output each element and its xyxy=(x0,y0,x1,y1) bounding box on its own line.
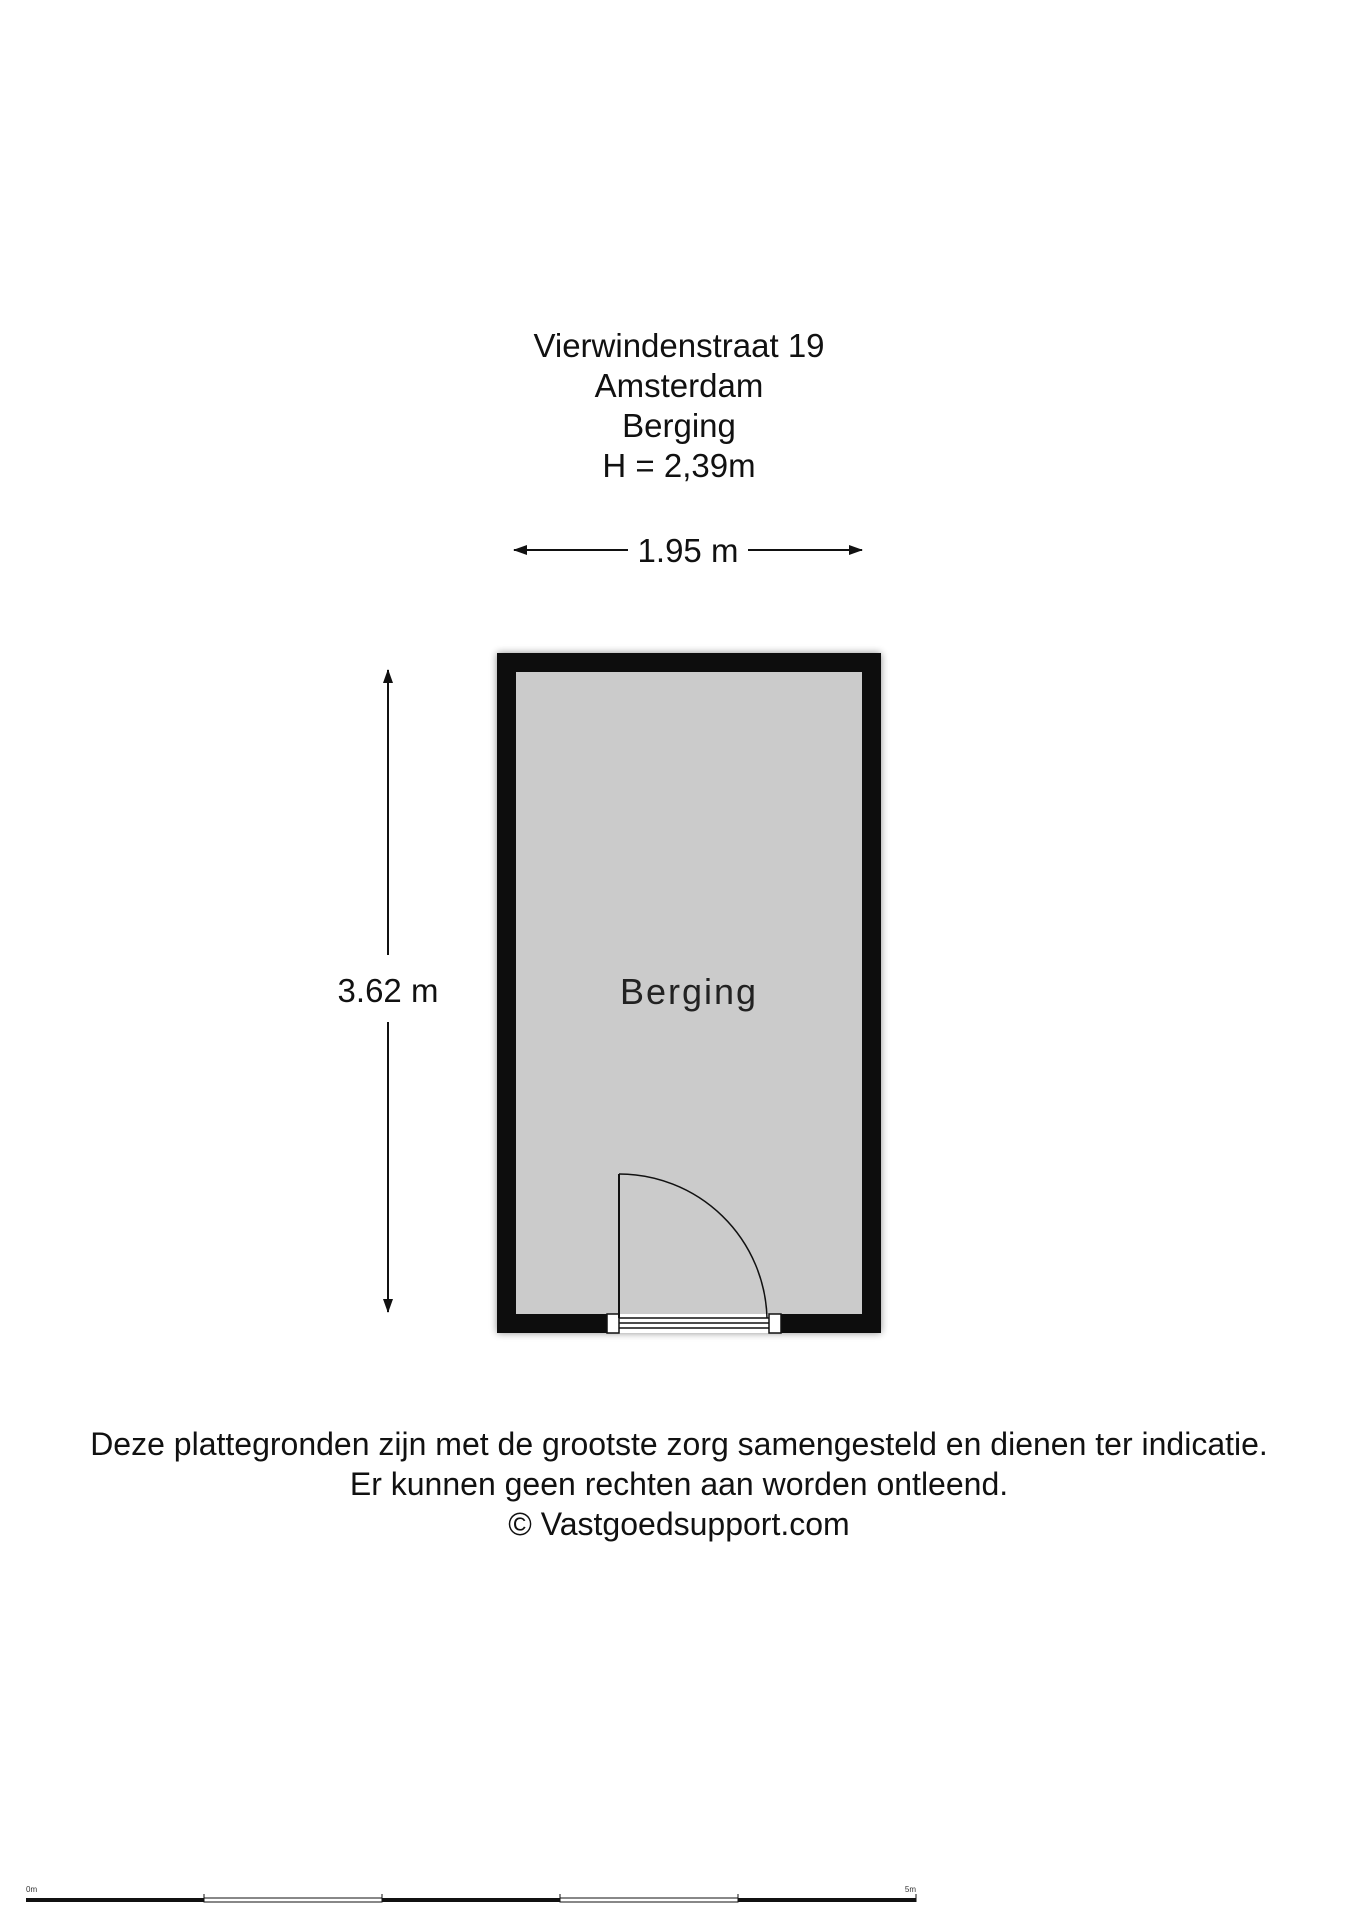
city-text: Amsterdam xyxy=(594,367,764,404)
depth-dimension xyxy=(338,670,439,1312)
room-label: Berging xyxy=(619,971,759,1012)
copyright-text: © Vastgoedsupport.com xyxy=(508,1506,850,1542)
scale-start-label: 0m xyxy=(26,1885,38,1894)
width-dimension xyxy=(514,532,862,569)
disclaimer-line-1: Deze plattegronden zijn met de grootste zorg samengesteld en dienen ter indicatie. xyxy=(90,1426,1268,1462)
door-jamb-right xyxy=(769,1314,781,1333)
depth-label: 3.62 m xyxy=(337,972,439,1009)
scale-segment-5 xyxy=(738,1898,916,1902)
floor-name-text: Berging xyxy=(622,407,736,444)
disclaimer-line-2: Er kunnen geen rechten aan worden ontleend. xyxy=(349,1466,1009,1502)
disclaimer xyxy=(0,1424,1358,1544)
scale-segment-4 xyxy=(560,1898,738,1902)
scale-bar xyxy=(26,1885,916,1902)
scale-end-label: 5m xyxy=(904,1885,916,1894)
scale-segment-1 xyxy=(26,1898,204,1902)
scale-segment-2 xyxy=(204,1898,382,1902)
door-jamb-left xyxy=(607,1314,619,1333)
width-label: 1.95 m xyxy=(637,532,739,569)
ceiling-height-text: H = 2,39m xyxy=(602,447,756,484)
address-text: Vierwindenstraat 19 xyxy=(533,327,825,364)
scale-segment-3 xyxy=(382,1898,560,1902)
